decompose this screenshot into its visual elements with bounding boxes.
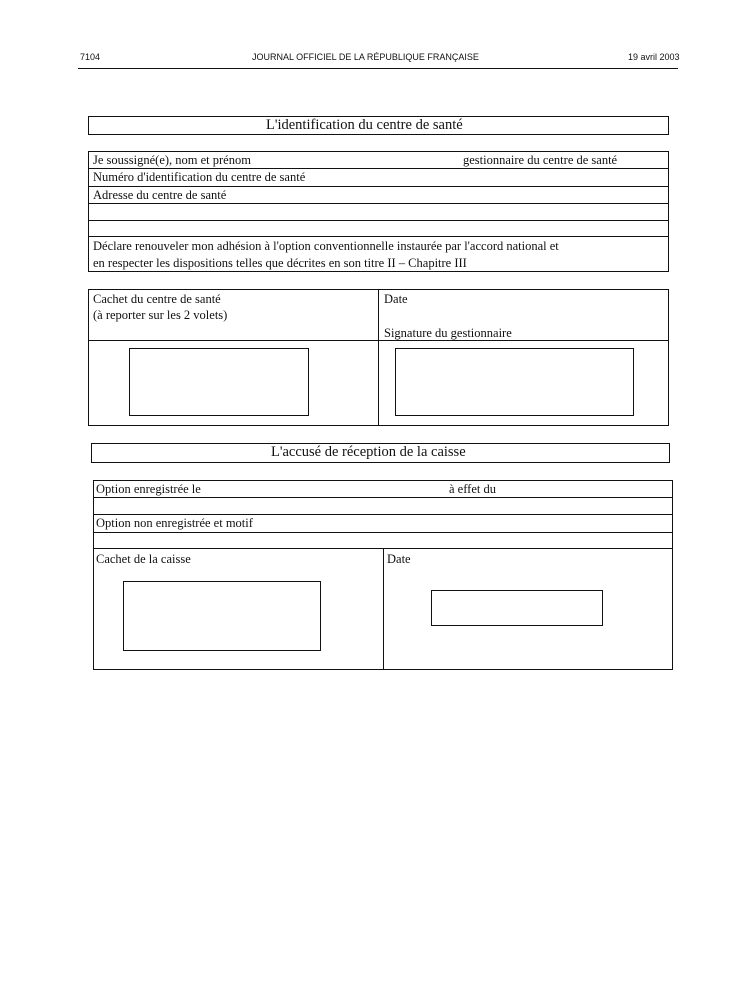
identification-title: L'identification du centre de santé <box>266 117 463 133</box>
header-date: 19 avril 2003 <box>628 52 680 62</box>
divider <box>383 548 384 670</box>
signatory-role-label: gestionnaire du centre de santé <box>463 153 618 167</box>
divider <box>88 186 669 187</box>
divider <box>88 203 669 204</box>
signatory-name-field[interactable]: Je soussigné(e), nom et prénom <box>93 153 251 167</box>
page-number: 7104 <box>80 52 101 62</box>
date-label: Date <box>384 292 408 306</box>
address-field[interactable]: Adresse du centre de santé <box>93 188 227 202</box>
divider <box>93 532 673 533</box>
center-stamp-label: Cachet du centre de santé <box>93 292 221 306</box>
center-stamp-area[interactable] <box>129 348 309 416</box>
divider <box>378 289 379 426</box>
declaration-line-2: en respecter les dispositions telles que décrites en son titre II – Chapitre III <box>93 256 467 270</box>
stamp-note: (à reporter sur les 2 volets) <box>93 308 228 322</box>
divider <box>88 220 669 221</box>
id-number-field[interactable]: Numéro d'identification du centre de santé <box>93 170 306 184</box>
receipt-title: L'accusé de réception de la caisse <box>271 444 466 460</box>
divider <box>88 236 669 237</box>
journal-title: JOURNAL OFFICIEL DE LA RÉPUBLIQUE FRANÇAISE <box>252 52 479 62</box>
divider <box>93 497 673 498</box>
signature-label: Signature du gestionnaire <box>384 326 512 340</box>
fund-stamp-label: Cachet de la caisse <box>96 552 191 566</box>
option-not-registered-field[interactable]: Option non enregistrée et motif <box>96 516 253 530</box>
fund-date-label: Date <box>387 552 411 566</box>
declaration-line-1: Déclare renouveler mon adhésion à l'option conventionnelle instaurée par l'accord national et <box>93 239 559 253</box>
fund-stamp-area[interactable] <box>123 581 321 651</box>
divider <box>93 514 673 515</box>
divider <box>88 340 669 341</box>
signature-area[interactable] <box>395 348 634 416</box>
effective-from-field[interactable]: à effet du <box>449 482 496 496</box>
divider <box>88 168 669 169</box>
option-registered-field[interactable]: Option enregistrée le <box>96 482 201 496</box>
fund-date-field[interactable] <box>431 590 603 626</box>
header-rule <box>78 68 678 69</box>
